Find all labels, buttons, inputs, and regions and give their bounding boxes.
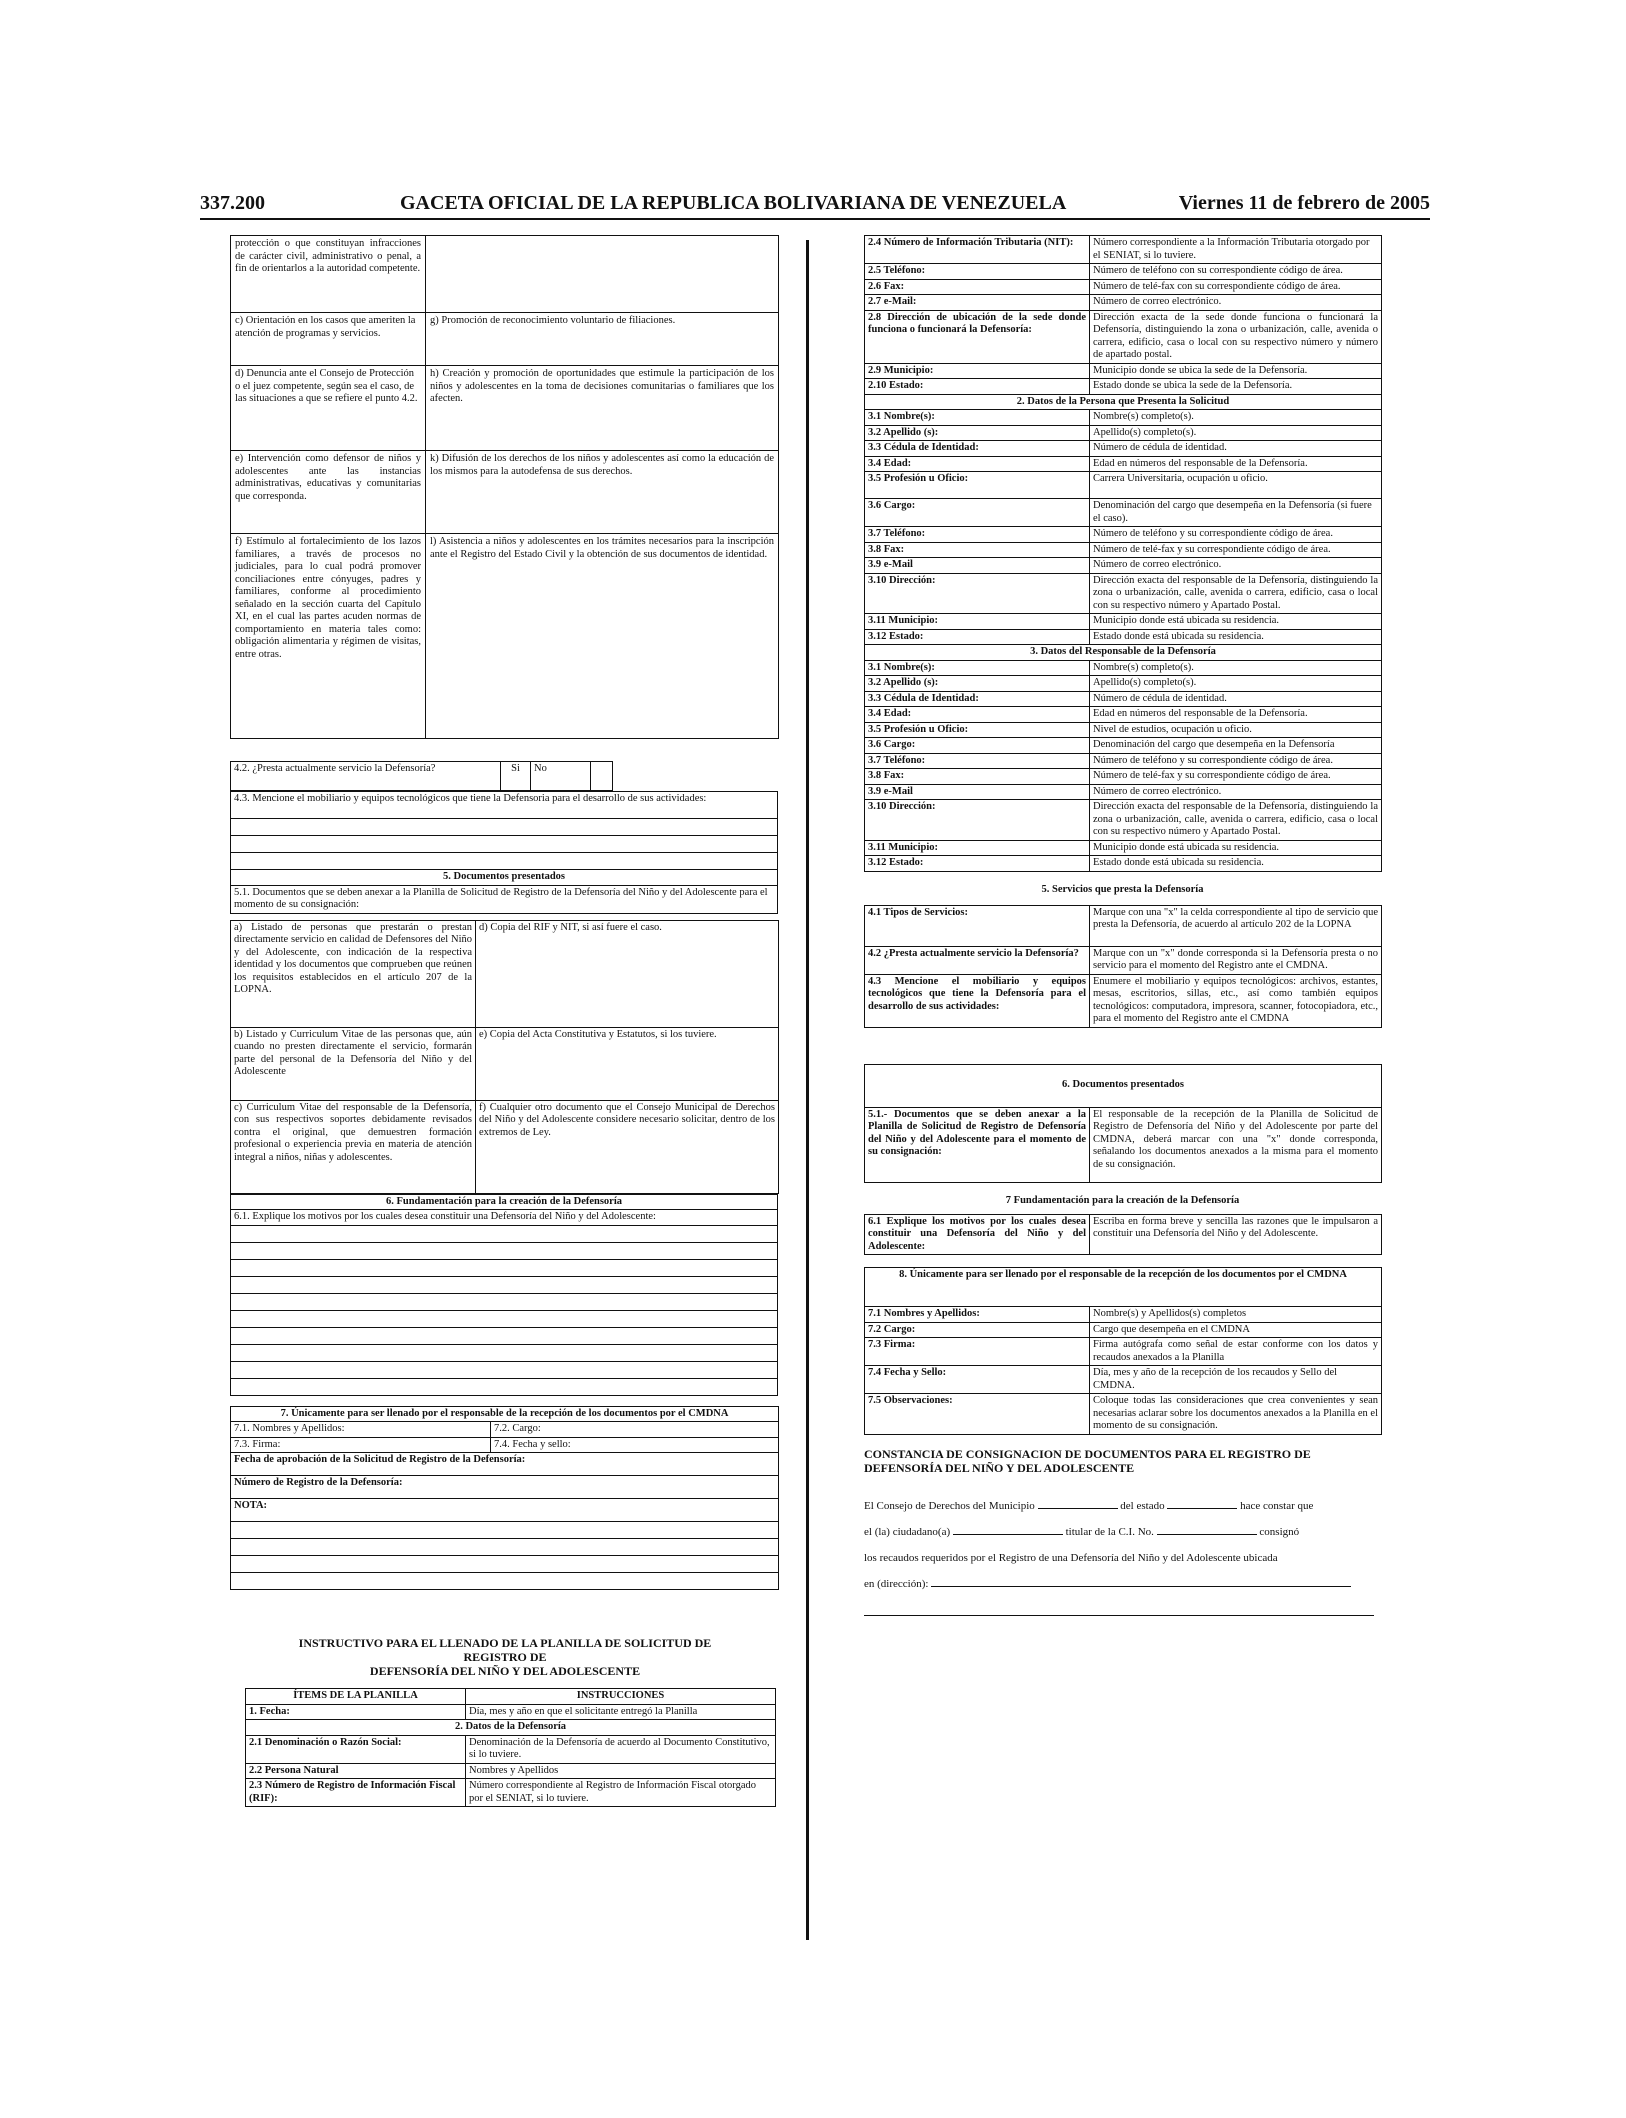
instruction-cell: Número de cédula de identidad. [1090, 691, 1382, 707]
instruction-cell: Marque con un "x" donde corresponda si la Defensoría presta o no servicio para el momento del Registro ante el CMDNA. [1090, 946, 1382, 974]
service-cell: g) Promoción de reconocimiento voluntario de filiaciones. [426, 313, 779, 366]
f71-label[interactable]: 7.1. Nombres y Apellidos: [231, 1422, 491, 1438]
table-row [865, 753, 1382, 769]
q42-label: 4.2. ¿Presta actualmente servicio la Defensoría? [231, 762, 501, 791]
instruction-cell: Número de cédula de identidad. [1090, 441, 1382, 457]
section-title: 3. Datos del Responsable de la Defensoría [865, 645, 1382, 661]
q61-label: 6.1. Explique los motivos por los cuales desea constituir una Defensoría del Niño y del Adolescente: [231, 1210, 778, 1226]
table-row [865, 974, 1382, 1027]
table-row [865, 738, 1382, 754]
section-title: 6. Documentos presentados [865, 1064, 1382, 1107]
service-cell: d) Denuncia ante el Consejo de Protección o el juez competente, según sea el caso, de las situaciones a que se refiere el punto 4.2. [231, 366, 426, 451]
answer-line[interactable] [231, 1378, 778, 1395]
item-cell: 6.1 Explique los motivos por los cuales desea constituir una Defensoría del Niño y del Adolescente: [865, 1214, 1090, 1255]
f73-label[interactable]: 7.3. Firma: [231, 1437, 491, 1453]
item-cell: 7.4 Fecha y Sello: [865, 1366, 1090, 1394]
item-cell: 2. Datos de la Defensoría [246, 1720, 776, 1736]
constancia-line-4: en (dirección): [864, 1571, 1381, 1597]
table-row [865, 456, 1382, 472]
instruction-cell: Denominación del cargo que desempeña en la Defensoría [1090, 738, 1382, 754]
table-row [865, 784, 1382, 800]
instruction-cell: Municipio donde está ubicada su residencia. [1090, 840, 1382, 856]
instruction-cell: Nombre(s) completo(s). [1090, 410, 1382, 426]
table-row [246, 1720, 776, 1736]
table-row [231, 236, 779, 313]
services-instr-table [864, 905, 1382, 1028]
table-row [865, 573, 1382, 614]
estado-field[interactable] [1167, 1496, 1237, 1509]
instruction-cell: Dirección exacta de la sede donde funciona o funcionará la Defensoría, distinguiendo la zona o urbanización, calle, avenida o carrera, edificio, casa o local con su respectivo número y número de apartado postal. [1090, 310, 1382, 363]
item-cell: 7.5 Observaciones: [865, 1394, 1090, 1435]
constancia-title-1: CONSTANCIA DE CONSIGNACION DE DOCUMENTOS PARA EL REGISTRO DE [864, 1446, 1311, 1461]
table-row [865, 1268, 1382, 1307]
section-title: 5. Documentos presentados [231, 870, 778, 886]
fecha-aprobacion[interactable]: Fecha de aprobación de la Solicitud de Registro de la Defensoría: [231, 1453, 779, 1476]
table-row [865, 1394, 1382, 1435]
table-row [865, 1338, 1382, 1366]
instruction-cell: Estado donde está ubicada su residencia. [1090, 629, 1382, 645]
table-row [246, 1704, 776, 1720]
table-row [865, 946, 1382, 974]
document-item: b) Listado y Curriculum Vitae de las personas que, aún cuando no presten directamente el servicio, formarán parte del personal de la Defensoría del Niño y del Adolescente [231, 1027, 476, 1100]
instruction-cell: Denominación de la Defensoría de acuerdo al Documento Constitutivo, si lo tuviere. [466, 1735, 776, 1763]
table-row [231, 1194, 778, 1210]
table-row [865, 279, 1382, 295]
item-cell: 3.11 Municipio: [865, 840, 1090, 856]
table-row [865, 1214, 1382, 1255]
item-cell: 2.8 Dirección de ubicación de la sede donde funciona o funcionará la Defensoría: [865, 310, 1090, 363]
service-cell: l) Asistencia a niños y adolescentes en los trámites necesarios para la inscripción ante el Registro del Estado Civil y la obtención de sus documentos de identidad. [426, 534, 779, 739]
item-cell: 3.7 Teléfono: [865, 527, 1090, 543]
section-title: 7 Fundamentación para la creación de la Defensoría [1005, 1194, 1240, 1206]
item-cell: 3.5 Profesión u Oficio: [865, 722, 1090, 738]
item-cell: 7.1 Nombres y Apellidos: [865, 1307, 1090, 1323]
table-row [246, 1763, 776, 1779]
ciudadano-field[interactable] [953, 1522, 1063, 1535]
equipment-table [230, 791, 778, 914]
column-header: INSTRUCCIONES [466, 1689, 776, 1705]
instruction-cell: Día, mes y año de la recepción de los recaudos y Sello del CMDNA. [1090, 1366, 1382, 1394]
q43-label: 4.3. Mencione el mobiliario y equipos tecnológicos que tiene la Defensoria para el desarrollo de sus actividades: [231, 792, 778, 819]
instruction-cell: Número correspondiente a la Información Tributaria otorgado por el SENIAT, si lo tuviere. [1090, 236, 1382, 264]
table-row [246, 1779, 776, 1807]
table-row [246, 1735, 776, 1763]
instructivo-title-1: INSTRUCTIVO PARA EL LLENADO DE LA PLANILLA DE SOLICITUD DE [298, 1636, 712, 1650]
constancia-line-1: El Consejo de Derechos del Municipio del estado hace constar que [864, 1493, 1381, 1519]
right-column [864, 235, 1381, 1616]
table-row [865, 769, 1382, 785]
instruction-cell: Nombre(s) completo(s). [1090, 660, 1382, 676]
item-cell: 4.1 Tipos de Servicios: [865, 905, 1090, 946]
nota-label[interactable]: NOTA: [231, 1499, 779, 1522]
instruction-cell: Marque con una "x" la celda correspondiente al tipo de servicio que presta la Defensoría, de acuerdo al artículo 202 de la LOPNA [1090, 905, 1382, 946]
instruction-cell: Número de correo electrónico. [1090, 784, 1382, 800]
item-cell: 3.3 Cédula de Identidad: [865, 441, 1090, 457]
issue-date: Viernes 11 de febrero de 2005 [1178, 192, 1430, 214]
table-row [865, 499, 1382, 527]
instruction-cell: Número de telé-fax y su correspondiente código de área. [1090, 542, 1382, 558]
table-row [231, 870, 778, 886]
section-title: 8. Únicamente para ser llenado por el responsable de la recepción de los documentos por el CMDNA [865, 1268, 1382, 1307]
item-cell: 3.8 Fax: [865, 769, 1090, 785]
table-row [865, 558, 1382, 574]
table-row [231, 885, 778, 913]
table-row [865, 310, 1382, 363]
page-number: 337.200 [200, 192, 265, 214]
instruction-cell: Coloque todas las consideraciones que crea convenientes y sean necesarias aclarar sobre los documentos anexados a la Planilla en el momento de su consignación. [1090, 1394, 1382, 1435]
motives-table [230, 1194, 778, 1396]
section-title: 6. Fundamentación para la creación de la Defensoría [231, 1194, 778, 1210]
table-row [865, 676, 1382, 692]
table-row [865, 379, 1382, 395]
instruction-cell: Estado donde está ubicada su residencia. [1090, 856, 1382, 872]
item-cell: 3.6 Cargo: [865, 738, 1090, 754]
instruction-cell: Día, mes y año en que el solicitante entregó la Planilla [466, 1704, 776, 1720]
table-row [231, 1499, 779, 1522]
reception-table [230, 1406, 779, 1591]
item-cell: 3.4 Edad: [865, 456, 1090, 472]
instruction-cell: Número de telé-fax y su correspondiente código de área. [1090, 769, 1382, 785]
section-title: 7. Únicamente para ser llenado por el responsable de la recepción de los documentos por el CMDNA [231, 1406, 779, 1422]
item-cell: 2.9 Municipio: [865, 363, 1090, 379]
table-row [865, 905, 1382, 946]
item-cell: 3.9 e-Mail [865, 558, 1090, 574]
answer-line[interactable] [231, 1522, 779, 1539]
answer-line[interactable] [231, 1539, 779, 1556]
table-row [865, 645, 1382, 661]
answer-line[interactable] [231, 1573, 779, 1590]
item-cell: 4.3 Mencione el mobiliario y equipos tecnológicos que tiene la Defensoría para el desarrollo de sus actividades: [865, 974, 1090, 1027]
table-row [865, 1064, 1382, 1107]
table-row [865, 856, 1382, 872]
documents-instr-table [864, 1064, 1382, 1183]
table-row [231, 1476, 779, 1499]
item-cell: 2.2 Persona Natural [246, 1763, 466, 1779]
instruction-cell: Número de teléfono y su correspondiente código de área. [1090, 753, 1382, 769]
instruction-cell: Enumere el mobiliario y equipos tecnológicos: archivos, estantes, mesas, escritorios, sillas, etc., así como también equipos tecnológicos: computadora, impresora, scanner, fotocopiadora, etc., para el momento del Registro ante el CMDNA [1090, 974, 1382, 1027]
instructivo-table-cont [864, 235, 1382, 872]
table-row [865, 295, 1382, 311]
table-row [231, 1210, 778, 1226]
instruction-cell: Número de teléfono y su correspondiente código de área. [1090, 527, 1382, 543]
table-row [865, 441, 1382, 457]
table-row [231, 762, 779, 791]
item-cell: 3.2 Apellido (s): [865, 676, 1090, 692]
table-row [865, 800, 1382, 841]
instruction-cell: Número de teléfono con su correspondiente código de área. [1090, 264, 1382, 280]
checkbox[interactable] [591, 762, 613, 791]
answer-line[interactable] [231, 1276, 778, 1293]
item-cell: 2.7 e-Mail: [865, 295, 1090, 311]
item-cell: 3.6 Cargo: [865, 499, 1090, 527]
service-cell: h) Creación y promoción de oportunidades que estimule la participación de los niños y adolescentes en la toma de decisiones comunitarias o familiares que los afecten. [426, 366, 779, 451]
answer-line[interactable] [231, 1259, 778, 1276]
table-row [865, 363, 1382, 379]
table-row [865, 1307, 1382, 1323]
item-cell: 2.6 Fax: [865, 279, 1090, 295]
service-cell: c) Orientación en los casos que ameriten la atención de programas y servicios. [231, 313, 426, 366]
table-row [865, 1322, 1382, 1338]
direccion-line-2[interactable] [864, 1597, 1374, 1616]
table-row [231, 451, 779, 534]
document-item: a) Listado de personas que prestarán o prestan directamente servicio en calidad de Defensores del Niño y del Adolescente, con indicación de la respectiva identidad y los documentos que comprueben que reúnen los requisitos establecidos en el artículo 207 de la LOPNA. [231, 920, 476, 1027]
answer-line[interactable] [231, 1327, 778, 1344]
item-cell: 3.1 Nombre(s): [865, 660, 1090, 676]
instruction-cell: Denominación del cargo que desempeña en la Defensoría (si fuere el caso). [1090, 499, 1382, 527]
item-cell: 4.2 ¿Presta actualmente servicio la Defensoría? [865, 946, 1090, 974]
si-label: Si [501, 762, 531, 791]
answer-line[interactable] [231, 1556, 779, 1573]
table-row [865, 236, 1382, 264]
item-cell: 3.11 Municipio: [865, 614, 1090, 630]
item-cell: 3.5 Profesión u Oficio: [865, 472, 1090, 499]
item-cell: 7.3 Firma: [865, 1338, 1090, 1366]
table-row [865, 629, 1382, 645]
answer-line[interactable] [231, 1310, 778, 1327]
table-row [865, 542, 1382, 558]
instruction-cell: Nombre(s) y Apellidos(s) completos [1090, 1307, 1382, 1323]
service-cell: protección o que constituyan infracciones de carácter civil, administrativo o penal, a fin de orientarlos a la autoridad competente. [231, 236, 426, 313]
item-cell: 1. Fecha: [246, 1704, 466, 1720]
section-title: 2. Datos de la Persona que Presenta la Solicitud [865, 394, 1382, 410]
table-row [865, 394, 1382, 410]
section-title: 5. Servicios que presta la Defensoría [1041, 883, 1204, 895]
instruction-cell: Escriba en forma breve y sencilla las razones que le impulsaron a constituir una Defensoría del Niño y del Adolescente. [1090, 1214, 1382, 1255]
table-row [865, 707, 1382, 723]
table-row [231, 1027, 779, 1100]
item-cell: 3.12 Estado: [865, 856, 1090, 872]
item-cell: 2.10 Estado: [865, 379, 1090, 395]
answer-line[interactable] [231, 1225, 778, 1242]
table-row [865, 660, 1382, 676]
instruction-cell: Estado donde se ubica la sede de la Defensoría. [1090, 379, 1382, 395]
municipio-field[interactable] [1038, 1496, 1118, 1509]
item-cell: 3.10 Dirección: [865, 573, 1090, 614]
reception-instr-table [864, 1267, 1382, 1435]
motives-instr-table [864, 1214, 1382, 1256]
item-cell: 3.4 Edad: [865, 707, 1090, 723]
table-row [231, 1100, 779, 1193]
instruction-cell: Edad en números del responsable de la Defensoría. [1090, 707, 1382, 723]
instruction-cell: Número de correo electrónico. [1090, 295, 1382, 311]
answer-line[interactable] [231, 1293, 778, 1310]
table-row [231, 920, 779, 1027]
document-item: c) Curriculum Vitae del responsable de la Defensoría, con sus respectivos soportes debidamente revisados contra el original, que demuestren formación profesional o experiencia previa en materia de atención integral a niños, niñas y adolescentes. [231, 1100, 476, 1193]
table-row [246, 1689, 776, 1705]
item-cell: 3.9 e-Mail [865, 784, 1090, 800]
table-row [231, 1453, 779, 1476]
page-header [200, 192, 1430, 220]
instruction-cell: Edad en números del responsable de la Defensoría. [1090, 456, 1382, 472]
item-cell: 7.2 Cargo: [865, 1322, 1090, 1338]
instructivo-table [245, 1688, 776, 1807]
item-cell: 3.7 Teléfono: [865, 753, 1090, 769]
table-row [865, 410, 1382, 426]
constancia-line-3: los recaudos requeridos por el Registro de una Defensoría del Niño y del Adolescente ubicada [864, 1551, 1278, 1564]
cedula-field[interactable] [1157, 1522, 1257, 1535]
table-row [865, 527, 1382, 543]
column-header: ÍTEMS DE LA PLANILLA [246, 1689, 466, 1705]
item-cell: 3.12 Estado: [865, 629, 1090, 645]
service-cell: k) Difusión de los derechos de los niños y adolescentes así como la educación de los mismos para la autodefensa de sus derechos. [426, 451, 779, 534]
instruction-cell: Nivel de estudios, ocupación u oficio. [1090, 722, 1382, 738]
instruction-cell: Carrera Universitaria, ocupación u oficio. [1090, 472, 1382, 499]
table-row [231, 1437, 779, 1453]
instruction-cell: Número de correo electrónico. [1090, 558, 1382, 574]
item-cell: 2.4 Número de Información Tributaria (NIT): [865, 236, 1090, 264]
service-status-table [230, 761, 779, 791]
table-row [865, 840, 1382, 856]
instruction-cell: Número de telé-fax con su correspondiente código de área. [1090, 279, 1382, 295]
table-row [231, 534, 779, 739]
table-row [865, 1366, 1382, 1394]
table-row [865, 425, 1382, 441]
document-item: d) Copia del RIF y NIT, si así fuere el caso. [476, 920, 779, 1027]
sec5-intro: 5.1. Documentos que se deben anexar a la Planilla de Solicitud de Registro de la Defensoría del Niño y del Adolescente para el momento de su consignación: [231, 885, 778, 913]
item-cell: 3.8 Fax: [865, 542, 1090, 558]
f72-label[interactable]: 7.2. Cargo: [491, 1422, 779, 1438]
f74-label[interactable]: 7.4. Fecha y sello: [491, 1437, 779, 1453]
instruction-cell: Municipio donde está ubicada su residencia. [1090, 614, 1382, 630]
documents-table [230, 920, 779, 1194]
instruction-cell: Dirección exacta del responsable de la Defensoría, distinguiendo la zona o urbanización, calle, avenida o carrera, edificio, casa o local con su respectivo número y Apartado Postal. [1090, 800, 1382, 841]
table-row [231, 366, 779, 451]
document-item: f) Cualquier otro documento que el Consejo Municipal de Derechos del Niño y del Adolescente considere necesario solicitar, dentro de los extremos de Ley. [476, 1100, 779, 1193]
table-row [231, 792, 778, 819]
instruction-cell: Nombres y Apellidos [466, 1763, 776, 1779]
instruction-cell: Firma autógrafa como señal de estar conforme con los datos y recaudos anexados a la Planilla [1090, 1338, 1382, 1366]
item-cell: 3.2 Apellido (s): [865, 425, 1090, 441]
instruction-cell: Municipio donde se ubica la sede de la Defensoría. [1090, 363, 1382, 379]
table-row [231, 313, 779, 366]
item-cell: 3.1 Nombre(s): [865, 410, 1090, 426]
answer-line[interactable] [231, 1344, 778, 1361]
item-cell: 2.5 Teléfono: [865, 264, 1090, 280]
item-cell: 2.1 Denominación o Razón Social: [246, 1735, 466, 1763]
answer-line[interactable] [231, 836, 778, 853]
service-cell: f) Estímulo al fortalecimiento de los lazos familiares, a través de procesos no judiciales, para lo cual podrá promover conciliaciones entre cónyuges, padres y familiares, conforme al procedimiento señalado en la sección cuarta del Capítulo XI, en el cual las partes acuden normas de comportamiento en materia tales como: obligación alimentaria y régimen de visitas, entre otras. [231, 534, 426, 739]
table-row [865, 472, 1382, 499]
table-row [865, 691, 1382, 707]
no-label: No [531, 762, 591, 791]
item-cell: 3.3 Cédula de Identidad: [865, 691, 1090, 707]
instruction-cell: Cargo que desempeña en el CMDNA [1090, 1322, 1382, 1338]
constancia-title-2: DEFENSORÍA DEL NIÑO Y DEL ADOLESCENTE [864, 1460, 1135, 1475]
constancia-line-2: el (la) ciudadano(a) titular de la C.I. No. consignó [864, 1519, 1381, 1545]
left-column [230, 235, 780, 1807]
item-cell: 3.10 Dirección: [865, 800, 1090, 841]
instructivo-title-2: REGISTRO DE [463, 1650, 547, 1664]
service-cell: e) Intervención como defensor de niños y adolescentes ante las instancias administrativas, educativas y comunitarias que corresponda. [231, 451, 426, 534]
table-row [231, 1406, 779, 1422]
item-cell: 5.1.- Documentos que se deben anexar a la Planilla de Solicitud de Registro de Defensoría del Niño y del Adolescente para el momento de su consignación: [865, 1107, 1090, 1182]
answer-line[interactable] [231, 819, 778, 836]
numero-registro[interactable]: Número de Registro de la Defensoría: [231, 1476, 779, 1499]
instruction-cell: Apellido(s) completo(s). [1090, 425, 1382, 441]
instructivo-title-3: DEFENSORÍA DEL NIÑO Y DEL ADOLESCENTE [369, 1664, 641, 1678]
service-cell [426, 236, 779, 313]
services-table [230, 235, 779, 739]
answer-line[interactable] [231, 853, 778, 870]
instruction-cell: Número correspondiente al Registro de Información Fiscal otorgado por el SENIAT, si lo tuviere. [466, 1779, 776, 1807]
direccion-field[interactable] [931, 1574, 1351, 1587]
document-item: e) Copia del Acta Constitutiva y Estatutos, si los tuviere. [476, 1027, 779, 1100]
column-divider [806, 240, 809, 1940]
answer-line[interactable] [231, 1361, 778, 1378]
instruction-cell: Dirección exacta del responsable de la Defensoría, distinguiendo la zona o urbanización, calle, avenida o carrera, edificio, casa o local con su respectivo número y Apartado Postal. [1090, 573, 1382, 614]
instruction-cell: Apellido(s) completo(s). [1090, 676, 1382, 692]
instruction-cell: El responsable de la recepción de la Planilla de Solicitud de Registro de Defensoría del Niño y del Adolescente por parte del CMDNA, deberá marcar con una "x" donde corresponda, señalando los documentos anexados a la misma para el momento de su consignación. [1090, 1107, 1382, 1182]
table-row [865, 722, 1382, 738]
gazette-title: GACETA OFICIAL DE LA REPUBLICA BOLIVARIANA DE VENEZUELA [400, 192, 1067, 214]
table-row [865, 1107, 1382, 1182]
table-row [865, 614, 1382, 630]
item-cell: 2.3 Número de Registro de Información Fiscal (RIF): [246, 1779, 466, 1807]
table-row [865, 264, 1382, 280]
table-row [231, 1422, 779, 1438]
answer-line[interactable] [231, 1242, 778, 1259]
